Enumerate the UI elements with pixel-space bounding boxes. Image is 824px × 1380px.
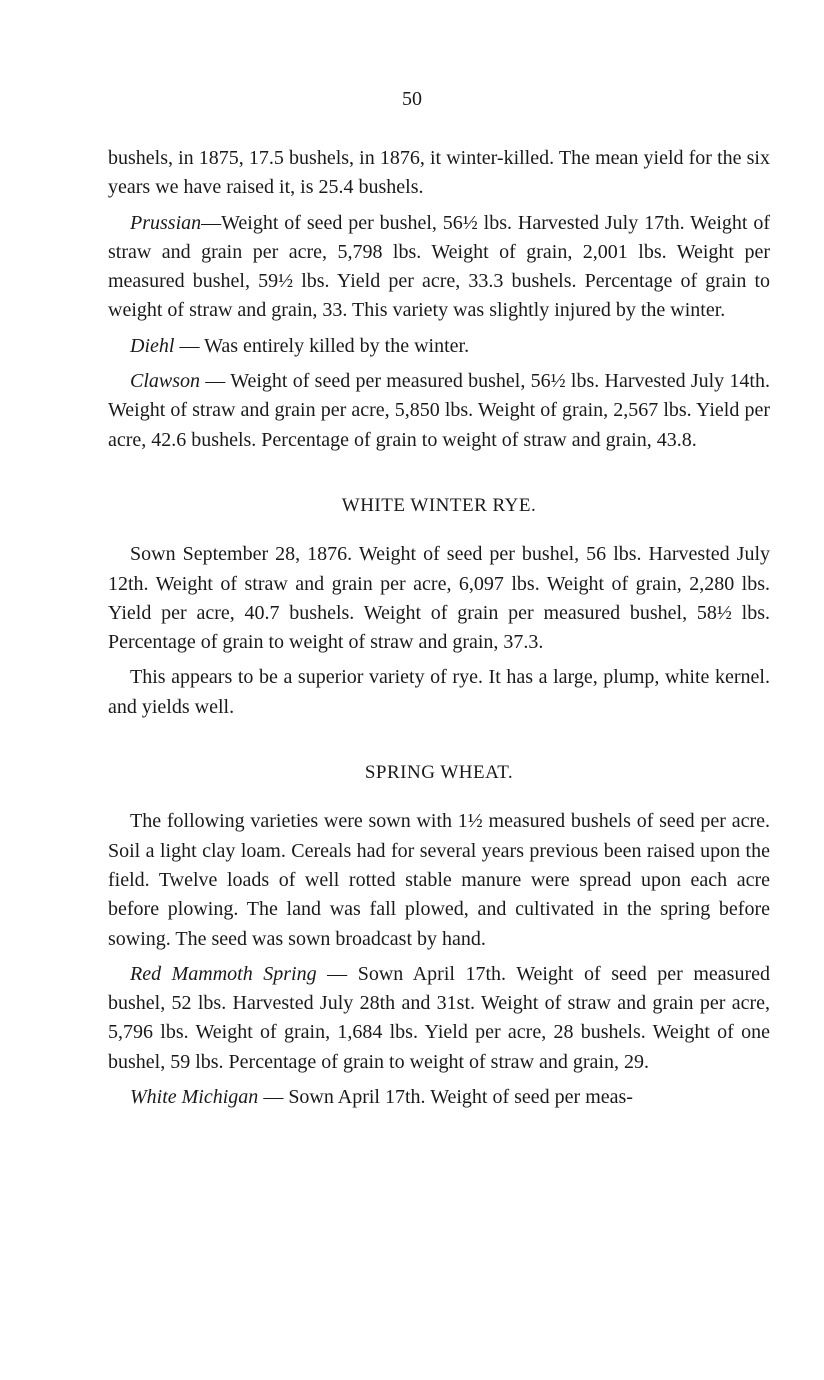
- entry-white-michigan: [108, 1083, 770, 1112]
- rye-paragraph: This appears to be a superior variety of rye. It has a large, plump, white kernel. and yields well.: [108, 666, 770, 718]
- variety-name: Prussian: [130, 211, 202, 234]
- spring-intro-paragraph: The following varieties were sown with 1½ measured bushels of seed per acre. Soil a light clay loam. Cereals had for several years previous been raised upon the field. Twelve loads of well rotted stable manure were spread upon each acre before plowing. The land was fall plowed, and cultivated in the spring before sowing. The seed was sown broadcast by hand.: [108, 810, 770, 950]
- entry-prussian: [108, 209, 770, 326]
- entry-text: Weight of seed per bushel, 56½ lbs. Harvested July 17th. Weight of straw and grain per acre, 5,798 lbs. Weight of grain, 2,001 lbs. Weight per measured bushel, 59½ lbs. Yield per acre, 33.3 bushels. Percentage of grain to weight of straw and grain, 33. This variety was slightly injured by the winter.: [108, 211, 770, 322]
- entry-text: Weight of seed per measured bushel, 56½ lbs. Harvested July 14th. Weight of straw and grain per acre, 5,850 lbs. Weight of grain, 2,567 lbs. Yield per acre, 42.6 bushels. Percentage of grain to weight of straw and grain, 43.8.: [108, 370, 770, 451]
- page-number: 50: [402, 88, 422, 110]
- dash: —: [316, 962, 358, 985]
- variety-name: Clawson: [130, 370, 201, 393]
- dash: —: [258, 1086, 289, 1109]
- entry-clawson: [108, 367, 770, 455]
- section-heading-spring-wheat: SPRING WHEAT.: [364, 762, 514, 784]
- entry-text: Was entirely killed by the winter.: [204, 334, 470, 357]
- rye-paragraph: Sown September 28, 1876. Weight of seed per bushel, 56 lbs. Harvested July 12th. Weight of straw and grain per acre, 6,097 lbs. Weight of grain, 2,280 lbs. Yield per acre, 40.7 bushels. Weight of grain per measured bushel, 58½ lbs. Percentage of grain to weight of straw and grain, 37.3.: [108, 543, 770, 654]
- section-heading-rye: WHITE WINTER RYE.: [341, 494, 537, 516]
- variety-name: Diehl: [130, 334, 175, 357]
- entry-red-mammoth-spring: [108, 960, 770, 1077]
- dash: —: [201, 211, 222, 234]
- entry-text: Sown April 17th. Weight of seed per meas-: [288, 1086, 633, 1109]
- variety-name: White Michigan: [130, 1086, 259, 1109]
- dash: —: [174, 334, 205, 357]
- body-text: [108, 144, 770, 1118]
- entry-text: Sown April 17th. Weight of seed per measured bushel, 52 lbs. Harvested July 28th and 31st. Weight of straw and grain per acre, 5,796 lbs. Weight of grain, 1,684 lbs. Yield per acre, 28 bushels. Weight of one bushel, 59 lbs. Percentage of grain to weight of straw and grain, 29.: [108, 962, 771, 1073]
- variety-name: Red Mammoth Spring: [130, 962, 317, 985]
- entry-diehl: [108, 332, 770, 361]
- continuation-paragraph: bushels, in 1875, 17.5 bushels, in 1876, it winter-killed. The mean yield for the six years we have raised it, is 25.4 bushels.: [108, 147, 770, 199]
- dash: —: [200, 370, 231, 393]
